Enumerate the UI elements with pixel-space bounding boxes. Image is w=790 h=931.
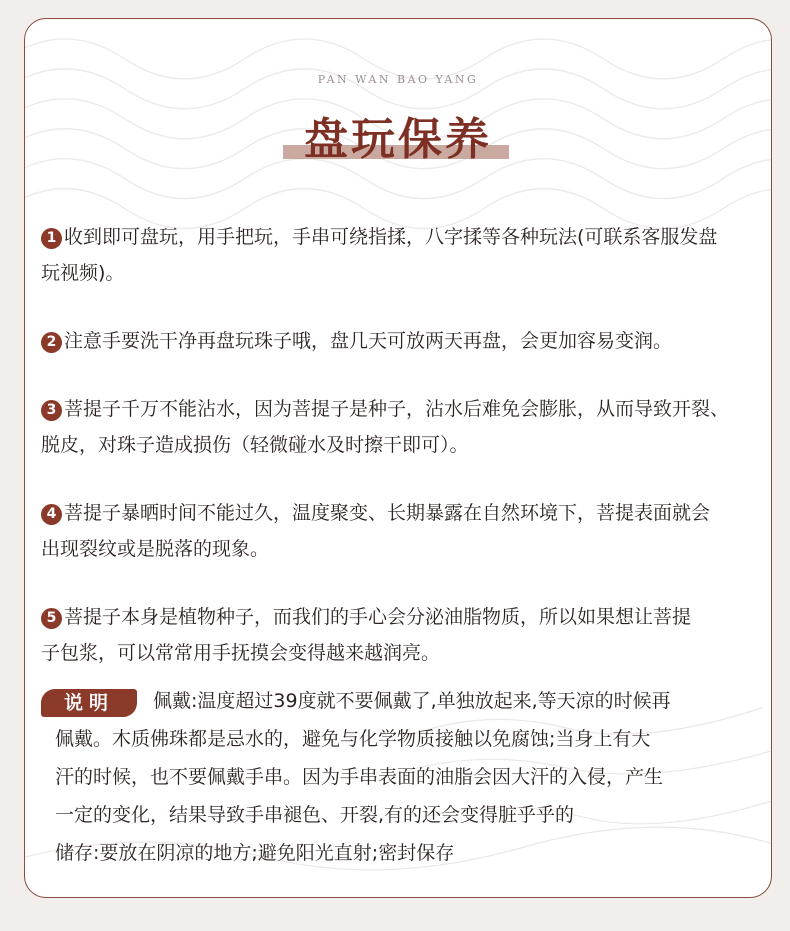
care-item-4 bbox=[41, 495, 759, 567]
title-wrap bbox=[25, 103, 771, 167]
section-subtitle: PAN WAN BAO YANG bbox=[317, 73, 479, 86]
item-text-line: 玩视频)。 bbox=[41, 262, 125, 284]
care-item-5 bbox=[41, 599, 759, 671]
note-text-line: 储存:要放在阴凉的地方;避免阳光直射;密封保存 bbox=[55, 842, 455, 864]
note-text-line: 汗的时候，也不要佩戴手串。因为手串表面的油脂会因大汗的入侵，产生 bbox=[55, 766, 664, 788]
item-text-line: 注意手要洗干净再盘玩珠子哦，盘几天可放两天再盘，会更加容易变润。 bbox=[64, 330, 673, 352]
item-text-line: 菩提子本身是植物种子，而我们的手心会分泌油脂物质，所以如果想让菩提 bbox=[64, 606, 692, 628]
content-card bbox=[24, 18, 772, 898]
note-label-badge: 说明 bbox=[41, 689, 137, 717]
care-item-1 bbox=[41, 219, 759, 291]
section-title: 盘玩保养 bbox=[304, 114, 492, 165]
note-text-line: 佩戴。木质佛珠都是忌水的，避免与化学物质接触以免腐蚀;当身上有大 bbox=[55, 728, 651, 750]
item-text-line: 脱皮，对珠子造成损伤（轻微碰水及时擦干即可）。 bbox=[41, 434, 469, 456]
item-number-badge: 2 bbox=[41, 332, 62, 353]
item-number-badge: 1 bbox=[41, 228, 62, 249]
care-item-3 bbox=[41, 391, 759, 463]
item-number-badge: 5 bbox=[41, 608, 62, 629]
item-text-line: 收到即可盘玩，用手把玩，手串可绕指揉，八字揉等各种玩法(可联系客服发盘 bbox=[64, 226, 718, 248]
item-text-line: 出现裂纹或是脱落的现象。 bbox=[41, 538, 270, 560]
item-number-badge: 3 bbox=[41, 400, 62, 421]
note-text-line: 佩戴:温度超过39度就不要佩戴了,单独放起来,等天凉的时候再 bbox=[153, 690, 671, 712]
item-text-line: 菩提子暴晒时间不能过久，温度聚变、长期暴露在自然环境下，菩提表面就会 bbox=[64, 502, 711, 524]
note-text-line: 一定的变化，结果导致手串褪色、开裂,有的还会变得脏乎乎的 bbox=[55, 804, 575, 826]
item-number-badge: 4 bbox=[41, 504, 62, 525]
item-text-line: 子包浆，可以常常用手抚摸会变得越来越润亮。 bbox=[41, 642, 441, 664]
care-item-2 bbox=[41, 323, 759, 359]
item-text-line: 菩提子千万不能沾水，因为菩提子是种子，沾水后难免会膨胀，从而导致开裂、 bbox=[64, 398, 730, 420]
